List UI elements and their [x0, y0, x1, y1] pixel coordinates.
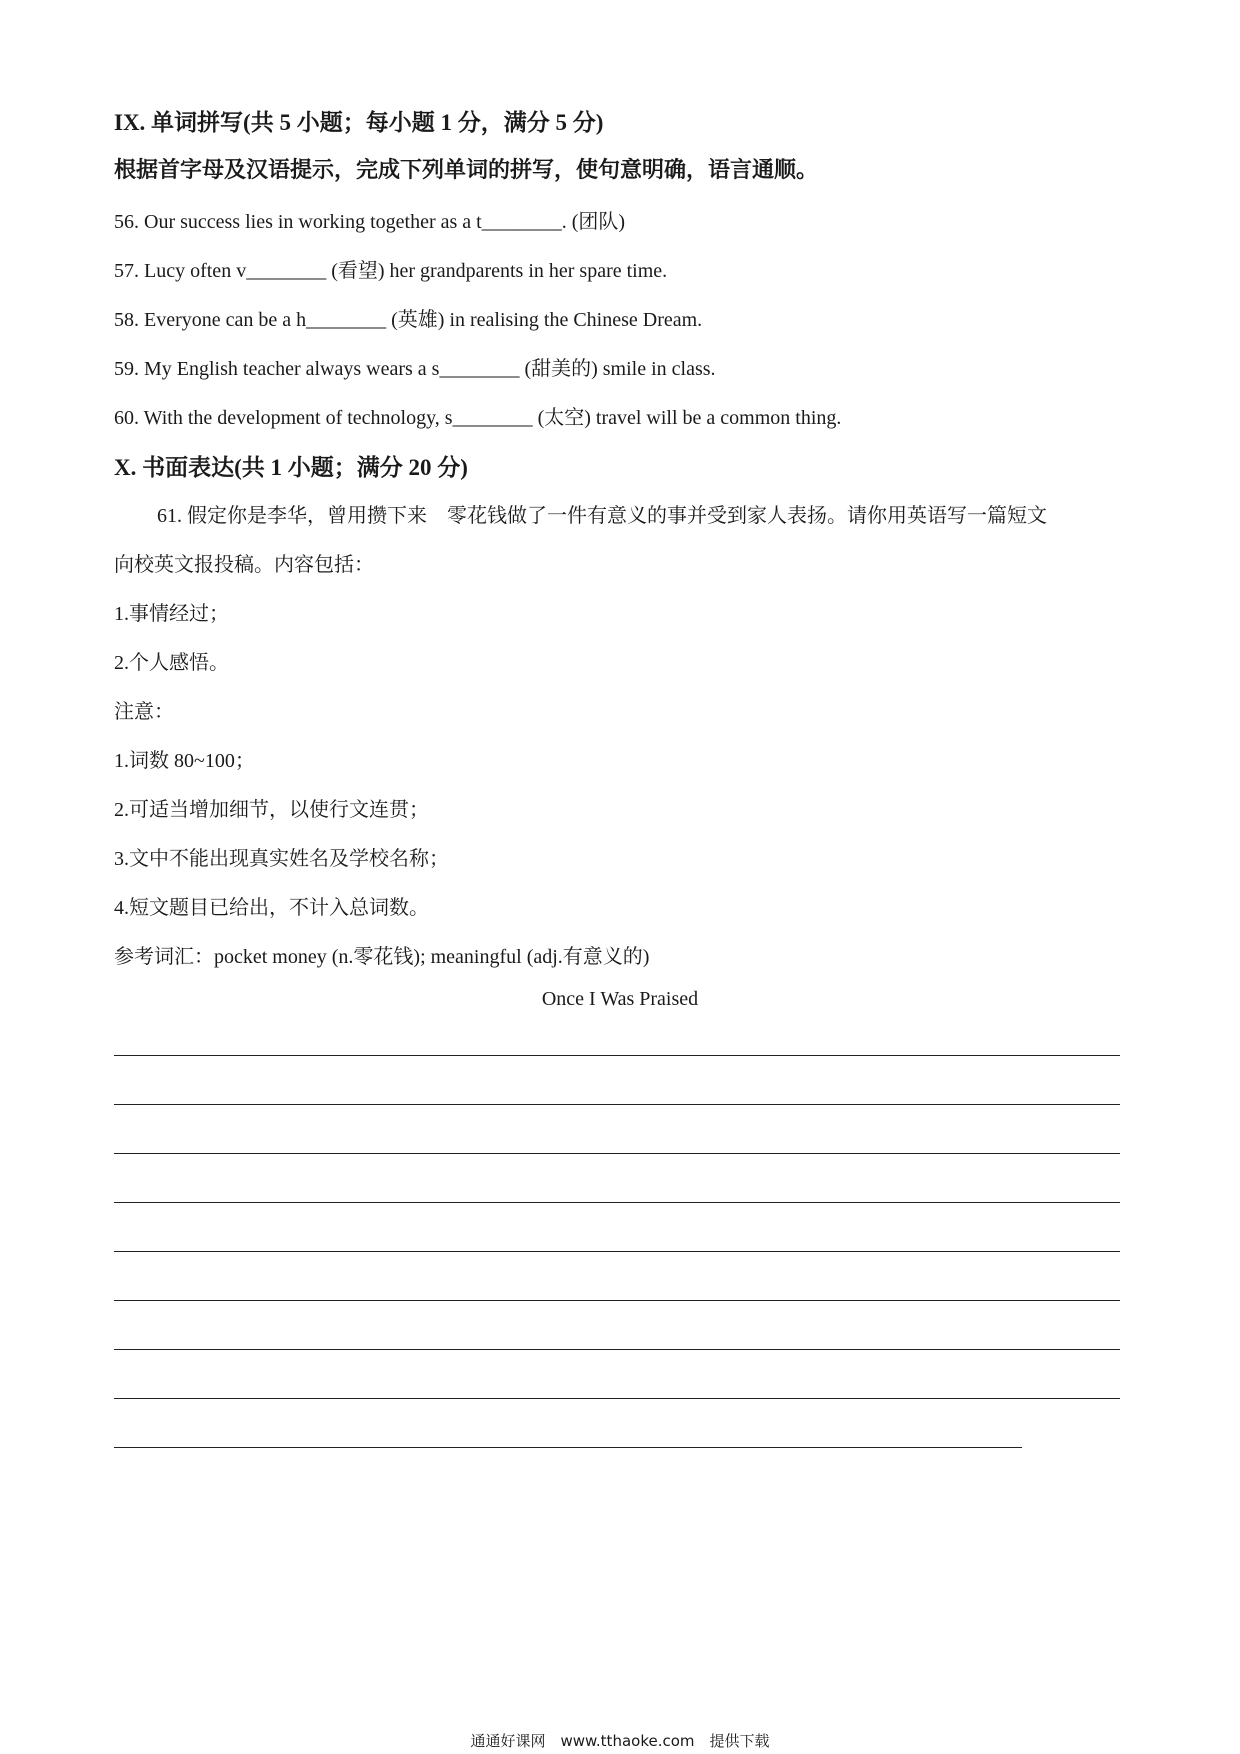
section-x-heading: X. 书面表达(共 1 小题；满分 20 分) — [114, 455, 468, 480]
notes-label: 注意： — [114, 701, 174, 723]
writing-prompt-line-1: 61. 假定你是李华，曾用攒下来 零花钱做了一件有意义的事并受到家人表扬。请你用英语写一篇短文 — [157, 505, 1047, 527]
writing-prompt-line-2: 向校英文报投稿。内容包括： — [114, 554, 374, 576]
note-2: 2.可适当增加细节，以使行文连贯； — [114, 799, 429, 821]
footer-source: 通通好课网 www.tthaoke.com 提供下载 — [470, 1732, 770, 1750]
writing-line[interactable] — [114, 1349, 1120, 1350]
writing-line[interactable] — [114, 1447, 1022, 1448]
writing-line[interactable] — [114, 1300, 1120, 1301]
note-3: 3.文中不能出现真实姓名及学校名称； — [114, 848, 449, 870]
writing-line[interactable] — [114, 1104, 1120, 1105]
writing-line[interactable] — [114, 1153, 1120, 1154]
writing-line[interactable] — [114, 1398, 1120, 1399]
writing-line[interactable] — [114, 1251, 1120, 1252]
reference-vocabulary: 参考词汇：pocket money (n.零花钱); meaningful (adj.有意义的) — [114, 946, 650, 968]
section-ix-instruction: 根据首字母及汉语提示，完成下列单词的拼写，使句意明确，语言通顺。 — [114, 157, 819, 182]
question-58: 58. Everyone can be a h________ (英雄) in realising the Chinese Dream. — [114, 309, 703, 331]
essay-title: Once I Was Praised — [541, 988, 699, 1010]
question-59: 59. My English teacher always wears a s________ (甜美的) smile in class. — [114, 358, 716, 380]
writing-line[interactable] — [114, 1202, 1120, 1203]
question-57: 57. Lucy often v________ (看望) her grandparents in her spare time. — [114, 260, 668, 282]
note-1: 1.词数 80~100； — [114, 750, 255, 772]
note-4: 4.短文题目已给出，不计入总词数。 — [114, 897, 429, 919]
writing-line[interactable] — [114, 1055, 1120, 1056]
section-ix-heading: IX. 单词拼写(共 5 小题；每小题 1 分，满分 5 分) — [114, 110, 604, 135]
content-item-2: 2.个人感悟。 — [114, 652, 229, 674]
question-60: 60. With the development of technology, s________ (太空) travel will be a common thing. — [114, 407, 842, 429]
question-56: 56. Our success lies in working together as a t________. (团队) — [114, 211, 626, 233]
content-item-1: 1.事情经过； — [114, 603, 229, 625]
